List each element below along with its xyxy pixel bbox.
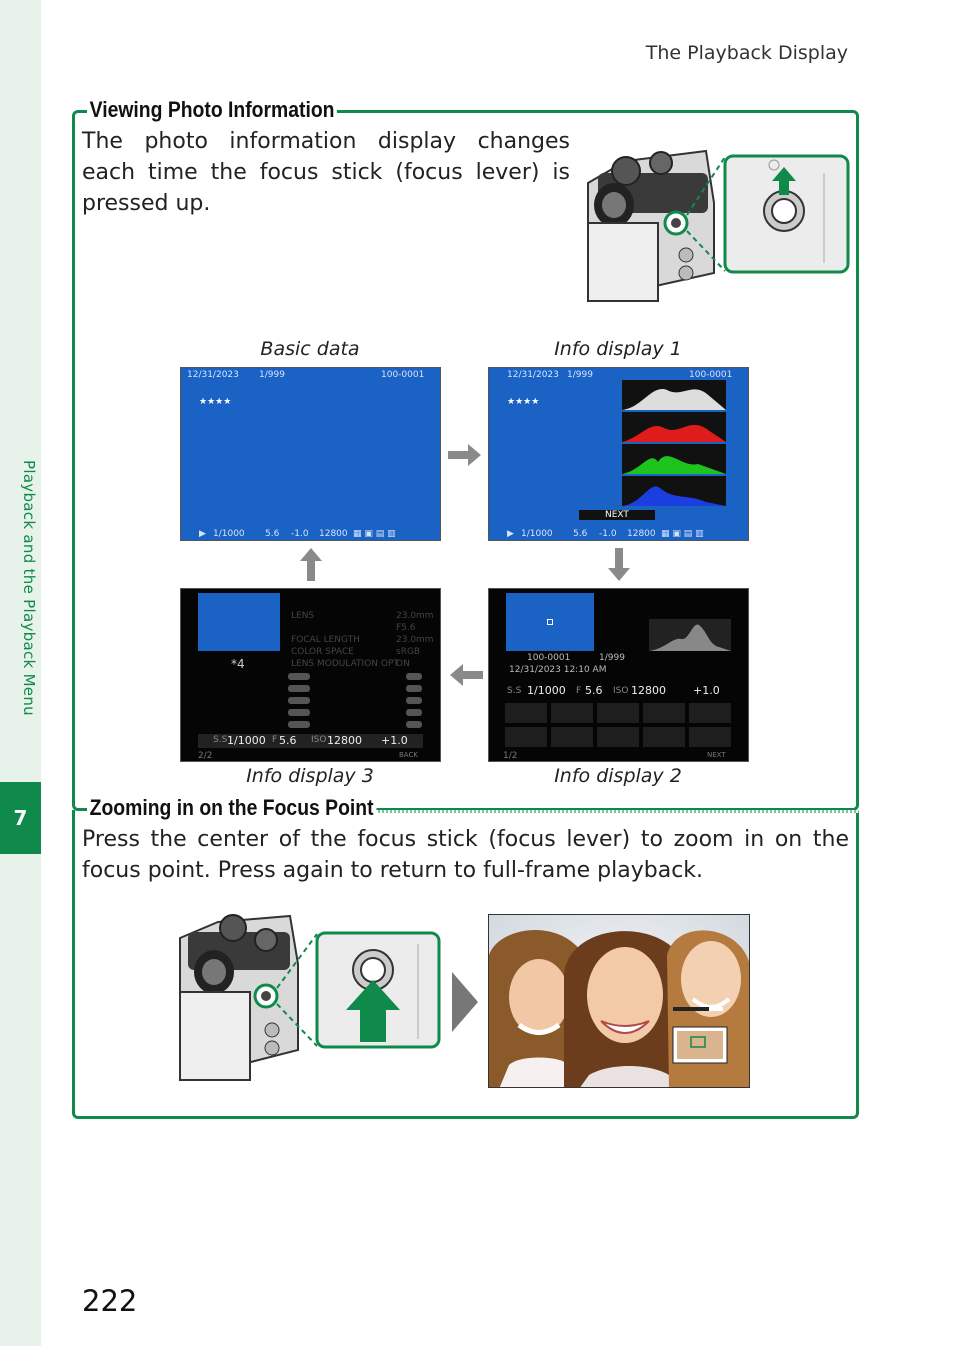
chapter-label: Playback and the Playback Menu bbox=[20, 460, 38, 716]
playback-icon: ▶ bbox=[199, 529, 206, 539]
chapter-tab[interactable]: 7 bbox=[0, 782, 41, 854]
screen-info-display-2 bbox=[488, 588, 749, 762]
next-label: NEXT bbox=[579, 510, 655, 520]
info2-file: 100-0001 bbox=[527, 653, 571, 663]
screen-info-display-3 bbox=[180, 588, 441, 762]
info2-ev: +1.0 bbox=[693, 684, 720, 697]
camera-body-icon bbox=[180, 915, 298, 1080]
caption-basic-data: Basic data bbox=[260, 338, 360, 360]
focus-stick-closeup bbox=[317, 933, 439, 1047]
info3-focal-label: FOCAL LENGTH bbox=[291, 635, 360, 645]
camera-focus-stick-press-illustration bbox=[178, 914, 443, 1082]
info3-lens-label: LENS bbox=[291, 611, 315, 621]
focus-stick-closeup bbox=[725, 156, 848, 272]
info3-back: BACK bbox=[399, 751, 418, 759]
info2-setting-grid bbox=[505, 703, 733, 749]
section-body-viewing: The photo information display changes each time the focus stick (focus lever) is pressed up. bbox=[82, 129, 570, 216]
screen-iso: 12800 bbox=[627, 529, 656, 539]
section-title-zoom: Zooming in on the Focus Point bbox=[87, 795, 376, 821]
screen-shutter: 1/1000 bbox=[521, 529, 553, 539]
info2-shutter: 1/1000 bbox=[527, 684, 566, 697]
section-body-zoom: Press the center of the focus stick (focus lever) to zoom in on the focus point. Press again to return to full-frame playback. bbox=[82, 827, 849, 883]
section-divider bbox=[362, 810, 859, 813]
info2-iso: 12800 bbox=[631, 684, 666, 697]
arrow-up-icon bbox=[300, 548, 322, 582]
info3-star: *4 bbox=[231, 657, 245, 671]
page-number: 222 bbox=[82, 1284, 138, 1318]
info3-f-label: F bbox=[272, 735, 278, 745]
caption-info-display-2: Info display 2 bbox=[554, 765, 682, 787]
info2-aperture: 5.6 bbox=[585, 684, 603, 697]
info3-ev: +1.0 bbox=[381, 734, 408, 747]
histograms bbox=[622, 380, 726, 506]
info3-color-label: COLOR SPACE bbox=[291, 647, 354, 657]
screen-info-display-1 bbox=[488, 367, 749, 541]
zoomed-photo bbox=[488, 914, 750, 1088]
section-title-viewing: Viewing Photo Information bbox=[87, 97, 337, 123]
info2-histogram bbox=[649, 619, 731, 651]
info2-next: NEXT bbox=[707, 751, 726, 759]
arrow-down-icon bbox=[608, 548, 630, 582]
info3-focal-value: 23.0mm bbox=[396, 635, 434, 645]
screen-ev: -1.0 bbox=[599, 529, 617, 539]
info3-aperture: 5.6 bbox=[279, 734, 297, 747]
chapter-sidebar bbox=[0, 0, 41, 1346]
info3-iso-label: ISO bbox=[311, 735, 327, 745]
thumbnail bbox=[198, 593, 280, 651]
screen-iso: 12800 bbox=[319, 529, 348, 539]
info3-page: 2/2 bbox=[198, 751, 213, 761]
screen-basic-data bbox=[180, 367, 441, 541]
screen-date: 12/31/2023 bbox=[507, 370, 559, 380]
info2-ss-label: S.S bbox=[507, 686, 522, 696]
info2-datetime: 12/31/2023 12:10 AM bbox=[509, 665, 607, 675]
film-simulation-icons: ▦ ▣ ▤ ▥ bbox=[661, 529, 704, 539]
screen-rating: ★★★★ bbox=[199, 397, 232, 407]
info3-color-value: sRGB bbox=[396, 647, 421, 657]
playback-icon: ▶ bbox=[507, 529, 514, 539]
caption-info-display-1: Info display 1 bbox=[554, 338, 682, 360]
screen-aperture: 5.6 bbox=[573, 529, 588, 539]
info3-shot-label: LENS MODULATION OPT bbox=[291, 659, 399, 669]
screen-frame: 1/999 bbox=[259, 370, 285, 380]
film-simulation-icons: ▦ ▣ ▤ ▥ bbox=[353, 529, 396, 539]
running-head: The Playback Display bbox=[645, 42, 848, 64]
arrow-right-icon bbox=[448, 444, 482, 466]
screen-date: 12/31/2023 bbox=[187, 370, 239, 380]
screen-frame: 1/999 bbox=[567, 370, 593, 380]
screen-shutter: 1/1000 bbox=[213, 529, 245, 539]
play-triangle-icon bbox=[452, 972, 478, 1032]
info3-f-value: F5.6 bbox=[396, 623, 416, 633]
caption-info-display-3: Info display 3 bbox=[246, 765, 374, 787]
screen-rating: ★★★★ bbox=[507, 397, 540, 407]
info3-ss-label: S.S bbox=[213, 735, 228, 745]
screen-aperture: 5.6 bbox=[265, 529, 280, 539]
arrow-left-icon bbox=[449, 664, 483, 686]
info2-iso-label: ISO bbox=[613, 686, 629, 696]
info3-placeholder-rows bbox=[288, 671, 428, 733]
info2-frame: 1/999 bbox=[599, 653, 625, 663]
info3-lens-value: 23.0mm bbox=[396, 611, 434, 621]
screen-file-number: 100-0001 bbox=[689, 370, 733, 380]
camera-body-icon bbox=[588, 151, 714, 301]
screen-file-number: 100-0001 bbox=[381, 370, 425, 380]
info3-shot-value: ON bbox=[396, 659, 410, 669]
info2-page: 1/2 bbox=[503, 751, 518, 761]
info3-shutter: 1/1000 bbox=[227, 734, 266, 747]
thumbnail bbox=[506, 593, 594, 651]
camera-focus-stick-up-illustration bbox=[586, 143, 851, 305]
info2-f-label: F bbox=[576, 686, 582, 696]
screen-ev: -1.0 bbox=[291, 529, 309, 539]
info3-iso: 12800 bbox=[327, 734, 362, 747]
